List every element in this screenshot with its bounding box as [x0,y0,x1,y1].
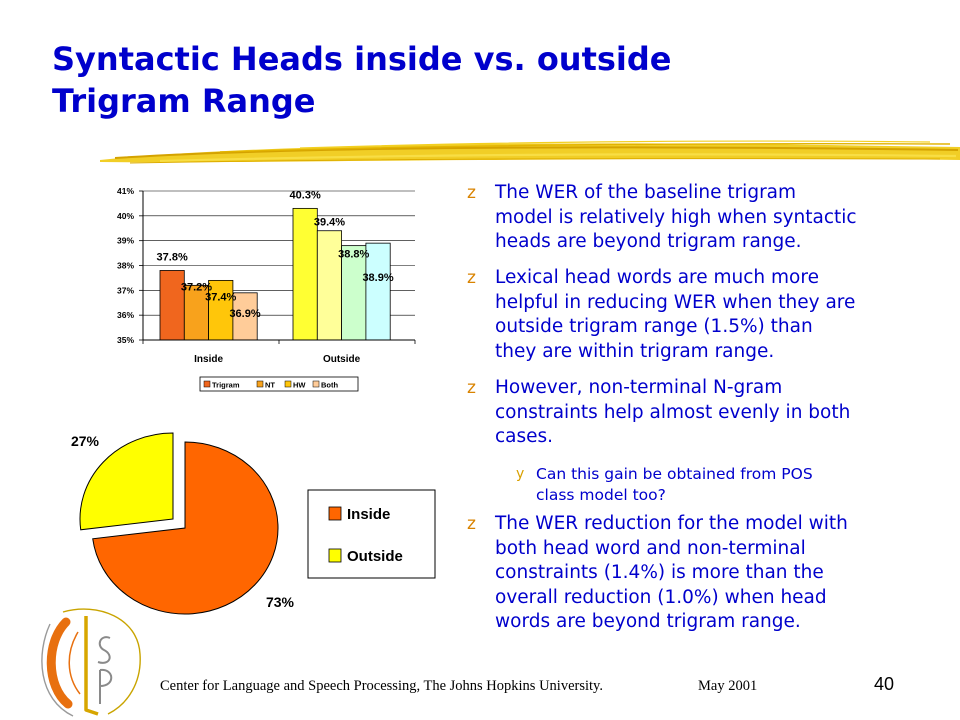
data-label: 37.8% [156,251,188,264]
y-tick-label: 36% [116,310,134,321]
legend-label-hw: HW [293,380,306,390]
y-tick-label: 39% [116,235,134,246]
y-tick-label: 40% [116,210,134,221]
bullet-text [495,512,848,635]
bullet-line: constraints (1.4%) is more than the [495,562,824,583]
data-label: 40.3% [289,189,321,202]
legend-label-both: Both [321,380,339,390]
x-category-label: Outside [322,354,361,365]
logo-ring-arc [63,609,140,714]
bullet-line: words are beyond trigram range. [495,611,801,632]
bar-nt-outside [317,231,341,340]
data-label: 36.9% [229,307,261,320]
y-tick-label: 37% [116,285,134,296]
bullet-line: cases. [495,426,554,447]
y-tick-label: 41% [116,186,134,196]
sub-bullet-line: Can this gain be obtained from POS [536,465,813,483]
legend-swatch-trigram [204,381,210,387]
bullet-text [495,376,850,450]
bullet-line: outside trigram range (1.5%) than [495,316,813,337]
bullet-line: helpful in reducing WER when they are [495,291,856,313]
bullet-marker: z [467,378,476,398]
bullet-line: The WER of the baseline trigram [495,182,797,203]
bullet-line: heads are beyond trigram range. [495,231,802,252]
y-tick-label: 35% [116,335,134,345]
sub-bullet-line: class model too? [536,486,666,504]
logo-inner-curve [69,632,80,694]
bar-both-outside [366,243,390,340]
pie-value-label: 27% [70,433,100,449]
x-category-label: Inside [194,354,224,365]
pie-legend-swatch-inside [329,507,341,520]
legend-swatch-hw [285,381,291,387]
bullet-line: both head word and non-terminal [495,537,806,559]
bullet-line: Lexical head words are much more [495,267,819,288]
bullet-text [495,181,857,255]
bullet-text [495,266,855,364]
logo-letter-l [86,616,98,714]
logo-letter-s [98,637,110,663]
title-line: Trigram Range [52,82,316,120]
y-tick-label: 38% [116,260,134,271]
sub-bullet-text [536,464,813,506]
bullet-line: The WER reduction for the model with [495,513,848,534]
data-label: 37.4% [205,291,237,304]
pie-legend-label-outside: Outside [347,548,403,565]
bullet-line: model is relatively high when syntactic [495,206,857,228]
bullet-line: they are within trigram range. [495,340,775,362]
footer-institution: Center for Language and Speech Processing, The Johns Hopkins University. [160,678,603,694]
data-label: 39.4% [313,216,346,229]
footer-date: May 2001 [698,678,758,694]
pie-value-label: 73% [265,594,295,610]
bullet-line: However, non-terminal N-gram [495,377,783,398]
bullet-marker: z [467,514,476,534]
bullet-line: overall reduction (1.0%) when head [495,586,827,608]
legend-swatch-both [313,381,319,387]
bullet-line: constraints help almost evenly in both [495,401,851,423]
bar-chart [117,186,415,391]
sub-bullet-marker: y [516,466,525,482]
legend-swatch-nt [257,381,263,387]
legend-label-nt: NT [265,380,275,390]
bullet-marker: z [467,268,476,288]
legend-label-trigram: Trigram [212,380,240,390]
clsp-logo [28,604,146,720]
logo-letter-p [100,670,111,704]
bullet-marker: z [467,183,476,203]
data-label: 38.9% [362,272,394,285]
logo-letter-c [51,622,68,704]
page-number: 40 [874,674,895,694]
pie-legend-swatch-outside [329,549,341,562]
data-label: 37.2% [180,281,213,294]
data-label: 38.8% [338,248,370,261]
pie-legend-label-inside: Inside [347,506,391,523]
title-line: Syntactic Heads inside vs. outside [52,40,672,78]
pie-chart [71,433,435,614]
